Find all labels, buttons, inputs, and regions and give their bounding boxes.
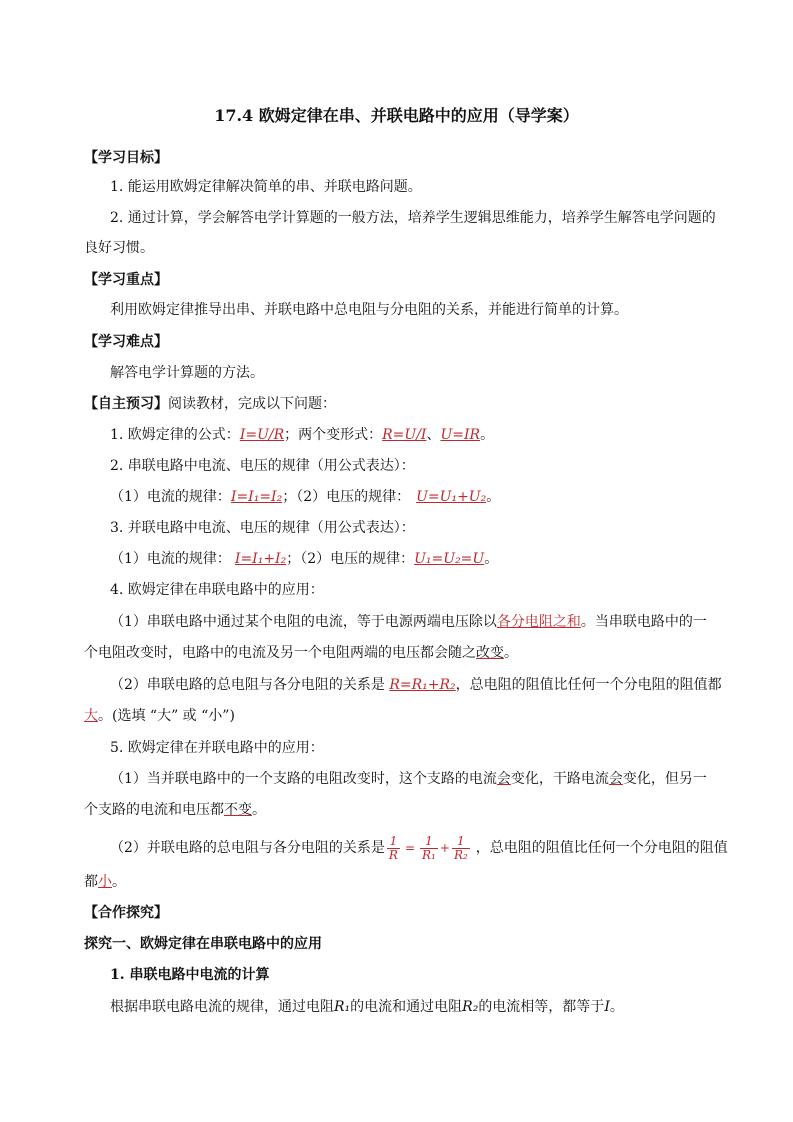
q1-answer-variant-1: R=U/I <box>382 427 427 443</box>
sub1-text: 根据串联电路电流的规律，通过电阻 <box>110 999 334 1015</box>
page-title: 17.4 欧姆定律在串、并联电路中的应用（导学案） <box>214 106 579 125</box>
fraction-denominator: R₂ <box>453 847 468 862</box>
q4-1-text: （1）串联电路中通过某个电阻的电流，等于电源两端电压除以 <box>110 614 497 630</box>
q3-voltage-answer: U₁=U₂=U <box>414 551 485 567</box>
q2-current-label: （1）电流的规律： <box>110 489 231 505</box>
fraction-1-over-r2 <box>452 835 470 862</box>
goal-2-line-1: 2. 通过计算，学会解答电学计算题的一般方法，培养学生逻辑思维能力，培养学生解答电学问题的 <box>110 210 716 226</box>
question-4: 4. 欧姆定律在串联电路中的应用： <box>110 582 324 598</box>
q2-current-answer: I=I₁=I₂ <box>230 489 283 505</box>
sub1-r1: R₁ <box>334 999 351 1015</box>
sub1-i: I <box>604 999 610 1015</box>
q4-1-text-2: 。当串联电路中的一 <box>580 614 707 630</box>
sub1-text-3: 的电流相等，都等于 <box>478 999 605 1015</box>
fraction-denominator: R₁ <box>422 847 436 862</box>
q4-1-answer: 各分电阻之和 <box>496 614 581 630</box>
q2-voltage-answer: U=U₁+U₂ <box>416 489 487 505</box>
preview-line <box>84 394 336 414</box>
question-4-2-line-1 <box>110 675 722 695</box>
q3-voltage-label: ；（2）电压的规律： <box>286 551 415 567</box>
q5-1-text: （1）当并联电路中的一个支路的电阻改变时，这个支路的电流 <box>110 771 497 787</box>
q5-1-text-4: 个支路的电流和电压都 <box>84 802 224 818</box>
q5-1-answer-3: 不变 <box>224 802 252 818</box>
q1-sep: 、 <box>426 427 441 443</box>
question-4-1-line-1 <box>110 612 707 632</box>
sub1-end: 。 <box>609 999 624 1015</box>
q1-answer-variant-2: U=IR <box>440 427 481 443</box>
q4-2-answer: R=R₁+R₂ <box>389 677 456 693</box>
fraction-numerator: 1 <box>387 835 400 849</box>
q5-2-answer: 小 <box>98 874 112 890</box>
fraction-numerator: 1 <box>452 835 470 849</box>
q5-1-end: 。 <box>252 802 266 818</box>
fraction-1-over-r <box>387 835 400 862</box>
q1-answer-formula: I=U/R <box>239 427 285 443</box>
q4-2-text-2: ，总电阻的阻值比任何一个分电阻的阻值都 <box>455 677 722 693</box>
q5-1-text-2: 变化，干路电流 <box>510 771 609 787</box>
q1-end: 。 <box>480 427 495 443</box>
preview-heading: 【自主预习】 <box>84 396 168 412</box>
goal-2-line-2: 良好习惯。 <box>84 240 154 256</box>
q5-1-answer-2: 会 <box>608 771 623 787</box>
explore-1-heading: 探究一、欧姆定律在串联电路中的应用 <box>84 936 322 952</box>
question-2-answers <box>110 487 500 507</box>
question-5-2-line-1 <box>110 832 728 864</box>
fraction-numerator: 1 <box>420 835 438 849</box>
question-3: 3. 并联电路中电流、电压的规律（用公式表达）： <box>110 520 415 536</box>
question-5: 5. 欧姆定律在并联电路中的应用： <box>110 740 324 756</box>
key-point-1: 利用欧姆定律推导出串、并联电路中总电阻与分电阻的关系，并能进行简单的计算。 <box>110 302 628 318</box>
fraction-denominator: R <box>388 847 398 862</box>
q4-1-answer-2: 改变 <box>476 645 504 661</box>
q4-1-text-3: 个电阻改变时，电路中的电流及另一个电阻两端的电压都会随之 <box>84 645 476 661</box>
cooperation-heading: 【合作探究】 <box>84 905 168 921</box>
question-5-2-line-2 <box>84 872 126 892</box>
fraction-1-over-r1 <box>420 835 438 862</box>
goal-1: 1. 能运用欧姆定律解决简单的串、并联电路问题。 <box>110 179 422 195</box>
q3-end: 。 <box>484 551 499 567</box>
sub1-text-2: 的电流和通过电阻 <box>350 999 463 1015</box>
q5-2-text-2: ，总电阻的阻值比任何一个分电阻的阻值 <box>475 840 728 856</box>
q2-end: 。 <box>486 489 501 505</box>
learning-goals-heading: 【学习目标】 <box>84 150 168 166</box>
q4-1-end: 。 <box>504 645 518 661</box>
q1-text-2: ；两个变形式： <box>284 427 383 443</box>
q5-1-text-3: 变化，但另一 <box>622 771 707 787</box>
q3-current-label: （1）电流的规律： <box>110 551 231 567</box>
subsection-1-text <box>110 997 624 1017</box>
q4-2-answer-2: 大 <box>84 708 98 724</box>
q5-2-end: 。 <box>112 874 126 890</box>
difficulty-heading: 【学习难点】 <box>84 334 168 350</box>
q1-text: 1. 欧姆定律的公式： <box>110 427 240 443</box>
q3-current-answer: I=I₁+I₂ <box>234 551 287 567</box>
q2-voltage-label: ；（2）电压的规律： <box>282 489 411 505</box>
q5-2-text-3: 都 <box>84 874 98 890</box>
question-5-1-line-1 <box>110 769 707 789</box>
q5-1-answer: 会 <box>496 771 511 787</box>
question-3-answers <box>110 549 498 569</box>
difficulty-1: 解答电学计算题的方法。 <box>110 365 264 381</box>
question-4-1-line-2 <box>84 643 518 663</box>
q4-2-text: （2）串联电路的总电阻与各分电阻的关系是 <box>110 677 390 693</box>
question-1 <box>110 425 494 445</box>
sub1-r2: R₂ <box>462 999 479 1015</box>
question-5-1-line-2 <box>84 800 266 820</box>
question-4-2-line-2 <box>84 706 235 726</box>
subsection-1-heading: 1. 串联电路中电流的计算 <box>110 967 270 983</box>
key-points-heading: 【学习重点】 <box>84 272 168 288</box>
preview-intro: 阅读教材，完成以下问题： <box>168 396 336 412</box>
q4-2-text-3: 。(选填 “大” 或 “小”) <box>98 708 235 724</box>
question-2: 2. 串联电路中电流、电压的规律（用公式表达）： <box>110 458 415 474</box>
equals-sign: = <box>404 841 416 855</box>
q5-2-text: （2）并联电路的总电阻与各分电阻的关系是 <box>110 840 385 856</box>
plus-sign: + <box>439 841 450 855</box>
